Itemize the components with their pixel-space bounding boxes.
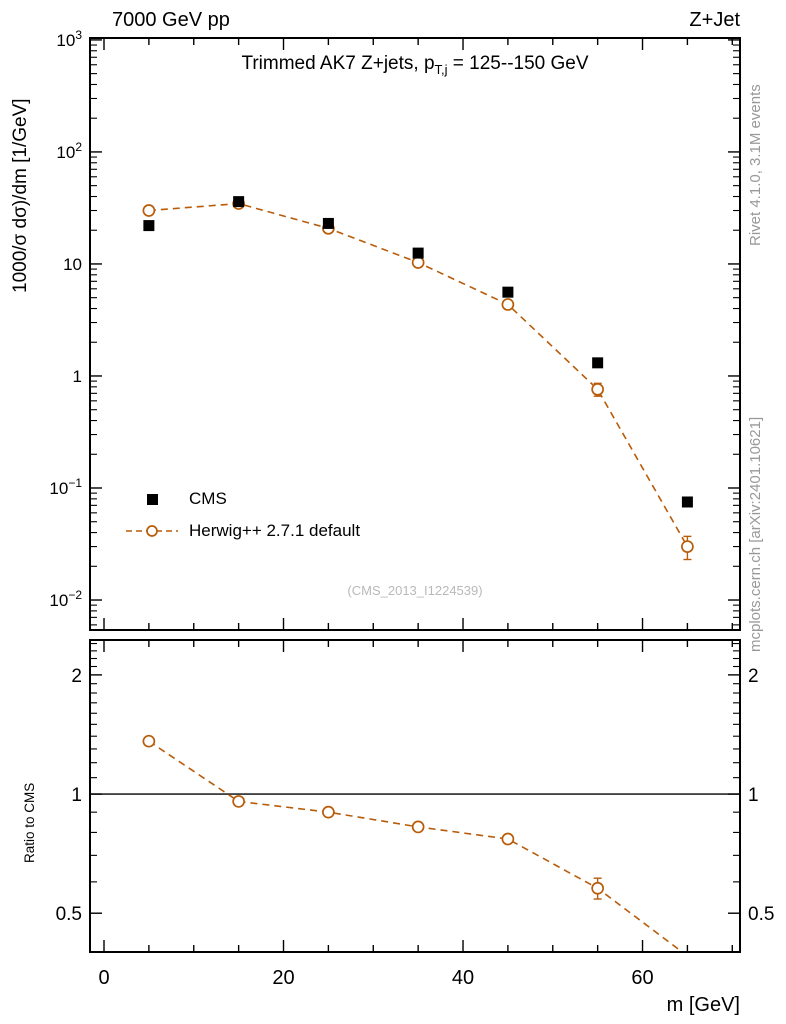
legend-item-cms [126,483,360,515]
svg-text:0: 0 [98,967,110,989]
legend [126,483,360,547]
svg-text:103: $10^3$ [56,27,82,50]
svg-text:40: 40 [451,967,475,989]
svg-text:0.5: 0.5 [748,904,775,926]
svg-text:2: 2 [71,665,82,687]
svg-text:102: $10^2$ [56,139,82,162]
analysis-id-watermark: (CMS_2013_I1224539) [347,583,483,598]
legend-label-herwig: Herwig++ 2.7.1 default [189,521,361,540]
svg-text:2: 2 [748,665,759,687]
legend-label-cms: CMS [189,489,227,508]
x-axis-title: m [GeV] [666,994,740,1016]
plot-title-prefix: Trimmed AK7 Z+jets, p [241,53,435,74]
y-axis-title: 1000/σ dσ)/dm [1/GeV] [10,98,31,293]
plot-title-subscript: T,j [434,61,448,77]
legend-item-herwig [126,515,360,547]
beam-energy-label: 7000 GeV pp [112,9,230,31]
dashed-open-circle-icon [126,524,178,538]
svg-text:20: 20 [272,967,295,989]
filled-square-icon [147,494,158,505]
mcplots-credit: mcplots.cern.ch [arXiv:2401.10621] [747,416,764,652]
svg-text:10: 10 [63,254,82,274]
herwig-marker-icon [126,524,178,538]
ratio-axis-title: Ratio to CMS [22,782,37,863]
process-label: Z+Jet [689,9,740,31]
svg-text:1: 1 [748,785,759,807]
svg-text:1: 1 [71,785,82,807]
ratio-panel-frame [90,640,740,952]
herwig-series-ratio [143,736,687,956]
svg-text:10−2: $10^{-2}$ [49,588,82,611]
svg-text:0.5: 0.5 [55,904,82,926]
cms-marker-icon [126,492,178,506]
plot-title-suffix: = 125--150 GeV [447,53,589,74]
cms-series-main [143,196,693,507]
svg-text:60: 60 [631,967,654,989]
rivet-version-credit: Rivet 4.1.0, 3.1M events [747,84,764,246]
svg-text:10−1: $10^{-1}$ [49,475,82,498]
plot-title [90,53,740,77]
svg-text:1: 1 [72,366,82,386]
